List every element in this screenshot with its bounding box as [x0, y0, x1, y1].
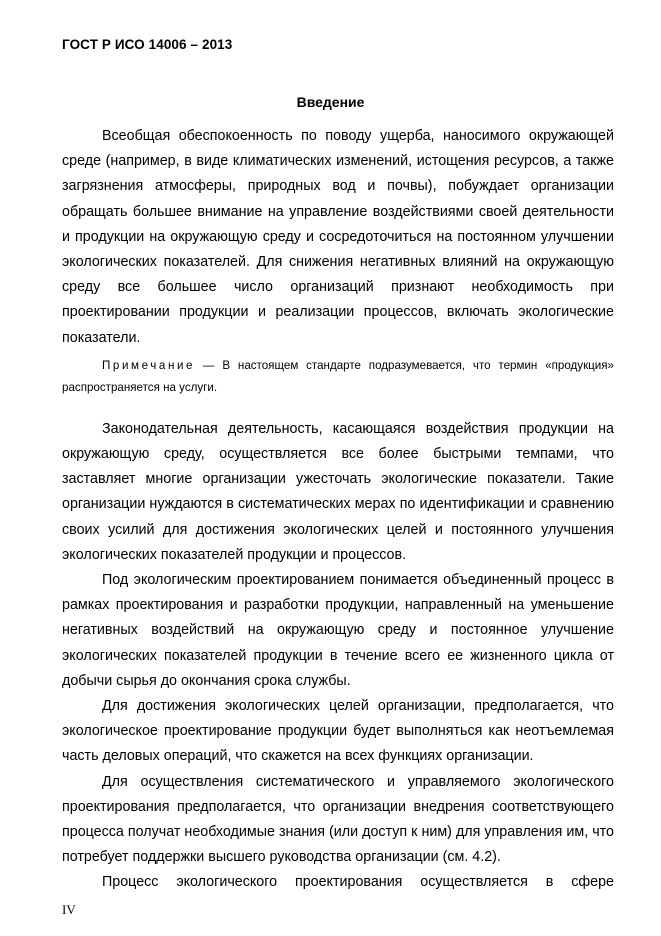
- paragraph-3: Под экологическим проектированием понимается объединенный процесс в рамках проектирования и разработки продукции, направленный на уменьшение негативных воздействий на окружающую среду и постоянное улучшение экологических показателей продукции в течение всего ее жизненного цикла от добычи сырья до окончания срока службы.: [62, 572, 614, 689]
- paragraph-1: Всеобщая обеспокоенность по поводу ущерба, наносимого окружающей среде (например, в виде климатических изменений, истощения ресурсов, а также загрязнения атмосферы, природных вод и почвы), побуждает организации обращать большее внимание на управление воздействиями своей деятельности и продукции на окружающую среду и сосредоточиться на постоянном улучшении экологических показателей. Для снижения негативных влияний на окружающую среду все большее число организаций признают необходимость при проектировании продукции и реализации процессов, включать экологические показатели.: [62, 128, 614, 346]
- paragraph-6: Процесс экологического проектирования осуществляется в сфере: [102, 874, 614, 891]
- section-title: Введение: [296, 94, 365, 110]
- document-body: [62, 124, 614, 896]
- note: [62, 355, 614, 399]
- paragraph-5: Для осуществления систематического и управляемого экологического проектирования предполагается, что организации внедрения соответствующего процесса получат необходимые знания (или доступ к ним) для управления им, что потребует поддержки высшего руководства организации (см. 4.2).: [62, 773, 614, 866]
- note-label: Примечание: [102, 358, 196, 372]
- note-text: — В настоящем стандарте подразумевается, что термин «продукция» распространяется на услуги.: [62, 358, 614, 394]
- page-number: IV: [62, 902, 76, 917]
- paragraph-2: Законодательная деятельность, касающаяся воздействия продукции на окружающую среду, осуществляется все более быстрыми темпами, что заставляет многие организации ужесточать экологические показатели. Такие организации нуждаются в систематических мерах по идентификации и сравнению своих усилий для достижения экологических целей и постоянного улучшения экологических показателей продукции и процессов.: [62, 420, 614, 563]
- document-header: ГОСТ Р ИСО 14006 – 2013: [62, 37, 233, 52]
- paragraph-4: Для достижения экологических целей организации, предполагается, что экологическое проектирование продукции будет выполняться как неотъемлемая часть деловых операций, что скажется на всех функциях организации.: [62, 698, 614, 765]
